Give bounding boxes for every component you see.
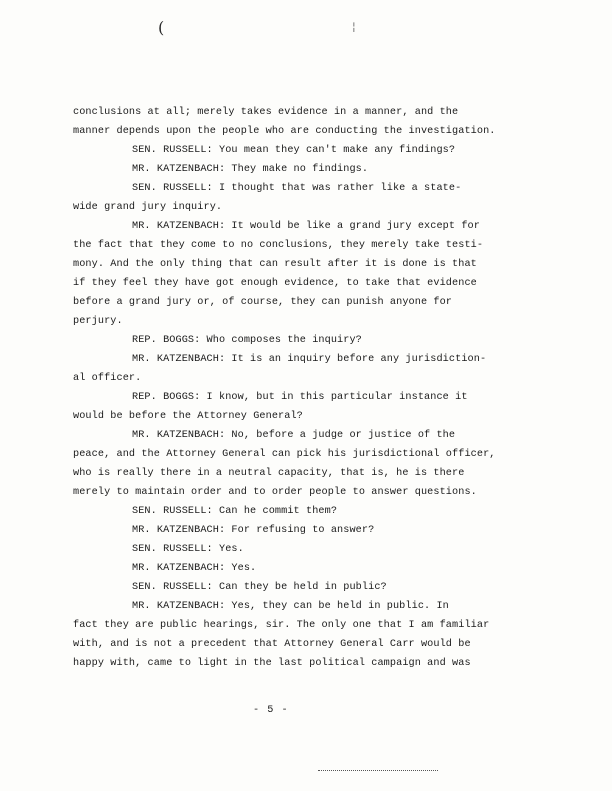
top-right-stray-mark: ¦ [352, 20, 356, 33]
speaker-line: SEN. RUSSELL: You mean they can't make any findings? [132, 145, 456, 156]
text-line: if they feel they have got enough evidence, to take that evidence [73, 278, 477, 289]
speaker-line: REP. BOGGS: Who composes the inquiry? [132, 335, 362, 346]
speaker-line: MR. KATZENBACH: It would be like a grand jury except for [132, 221, 480, 232]
text-line: fact they are public hearings, sir. The only one that I am familiar [73, 620, 490, 631]
speaker-line: MR. KATZENBACH: For refusing to answer? [132, 525, 375, 536]
speaker-line: MR. KATZENBACH: They make no findings. [132, 164, 369, 175]
text-line: peace, and the Attorney General can pick his jurisdictional officer, [73, 449, 496, 460]
top-left-stray-mark: ( [158, 18, 165, 37]
speaker-line: SEN. RUSSELL: Can he commit them? [132, 506, 338, 517]
text-line: who is really there in a neutral capacity, that is, he is there [73, 468, 465, 479]
text-line: perjury. [73, 316, 123, 327]
speaker-line: SEN. RUSSELL: I thought that was rather like a state- [132, 183, 462, 194]
text-line: manner depends upon the people who are conducting the investigation. [73, 126, 496, 137]
text-line: merely to maintain order and to order people to answer questions. [73, 487, 477, 498]
footer-dotted-rule [318, 770, 438, 771]
text-line: mony. And the only thing that can result after it is done is that [73, 259, 477, 270]
text-line: happy with, came to light in the last political campaign and was [73, 658, 471, 669]
speaker-line: SEN. RUSSELL: Yes. [132, 544, 244, 555]
text-line: before a grand jury or, of course, they can punish anyone for [73, 297, 453, 308]
speaker-line: SEN. RUSSELL: Can they be held in public? [132, 582, 387, 593]
page-number: - 5 - [253, 705, 289, 716]
speaker-line: MR. KATZENBACH: No, before a judge or justice of the [132, 430, 456, 441]
speaker-line: MR. KATZENBACH: It is an inquiry before any jurisdiction- [132, 354, 487, 365]
text-line: al officer. [73, 373, 142, 384]
speaker-line: REP. BOGGS: I know, but in this particular instance it [132, 392, 468, 403]
text-line: would be before the Attorney General? [73, 411, 303, 422]
text-line: conclusions at all; merely takes evidence in a manner, and the [73, 107, 459, 118]
speaker-line: MR. KATZENBACH: Yes. [132, 563, 257, 574]
text-line: with, and is not a precedent that Attorney General Carr would be [73, 639, 471, 650]
speaker-line: MR. KATZENBACH: Yes, they can be held in public. In [132, 601, 449, 612]
text-line: wide grand jury inquiry. [73, 202, 223, 213]
text-line: the fact that they come to no conclusions, they merely take testi- [73, 240, 484, 251]
